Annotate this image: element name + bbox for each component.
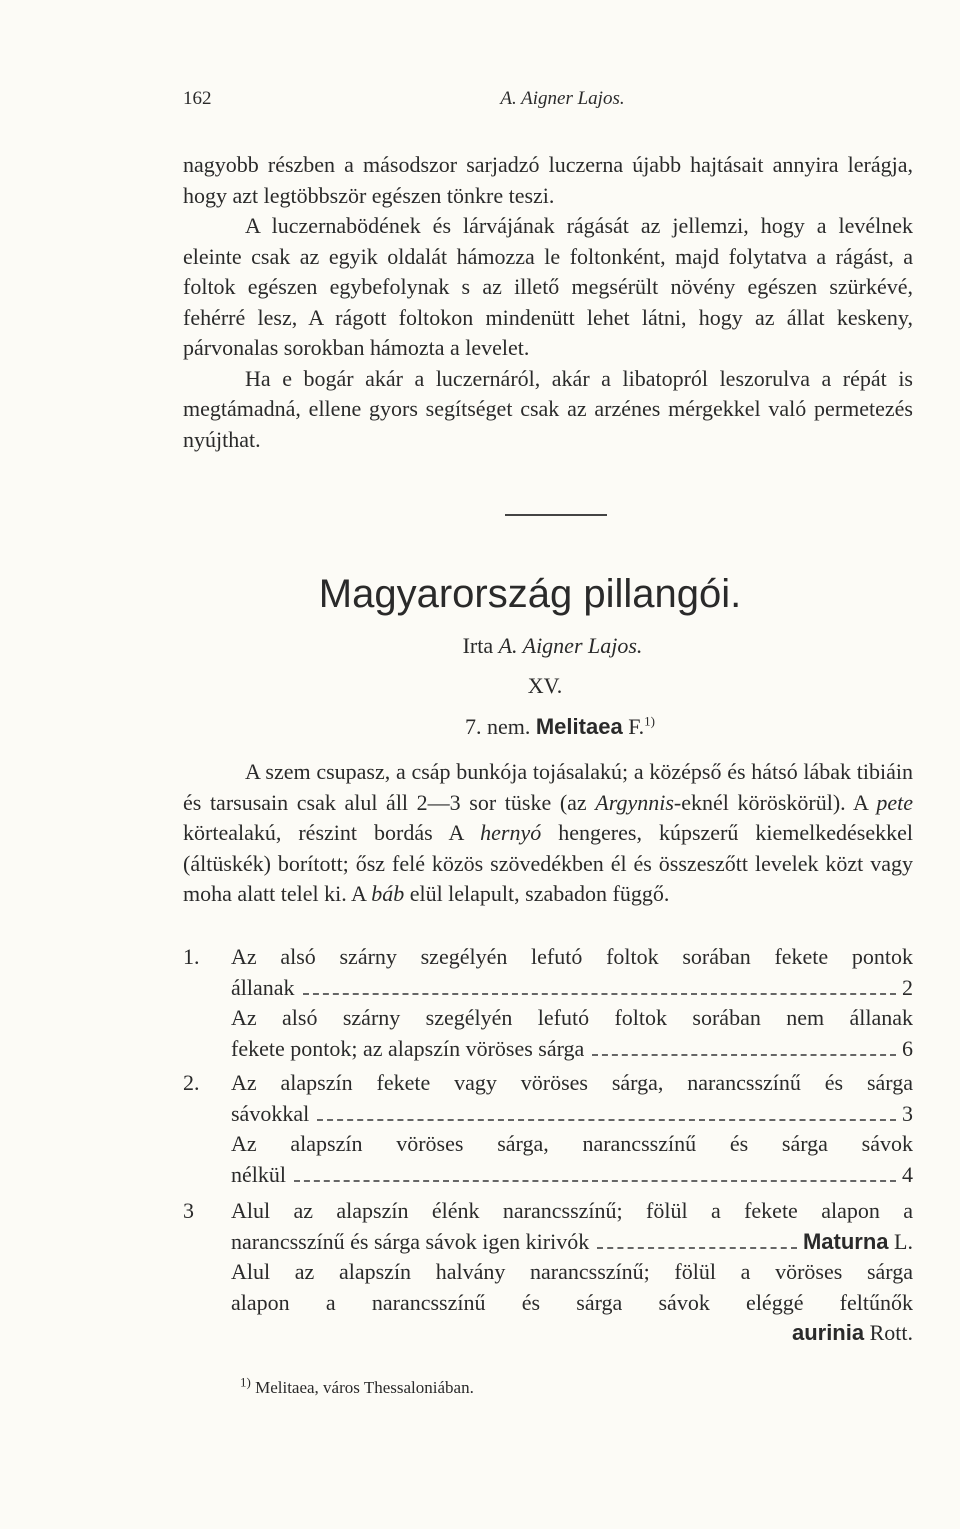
key-label-1: 1. — [183, 944, 200, 969]
key-text: alapon a narancsszínű és sárga sávok eléggé feltűnők — [231, 1289, 913, 1315]
key-text: fekete pontok; az alapszín vöröses sárga — [231, 1035, 585, 1061]
key-text: Az alsó szárny szegélyén lefutó foltok sorában fekete pontok — [231, 944, 913, 969]
running-title: A. Aigner Lajos. — [500, 88, 625, 109]
key-spacer — [183, 1227, 231, 1258]
desc-pete: pete — [876, 789, 913, 815]
footnote-mark: 1) — [240, 1374, 251, 1390]
author-name: A. Aigner Lajos. — [498, 633, 643, 658]
desc-argynnis: Argynnis — [595, 789, 674, 815]
key-entry-2b-cont — [183, 1160, 913, 1191]
desc-part-1: A szem csupasz, a csáp bunkója tojásalakú; a középső és hátsó lábak tibiáin és tarsusain csak alul áll 2—3 sor tüske (az — [183, 759, 913, 815]
genus-author: F. — [628, 714, 645, 739]
key-spacer — [183, 1318, 231, 1349]
key-entry-3b-species — [183, 1318, 913, 1349]
key-leader-line — [231, 1160, 913, 1191]
paragraph-beetle-damage: A luczernabödének és lárvájának rágását az jellemzi, hogy a levélnek eleinte csak az egyik oldalát hámozza le foltonként, majd folytatva a rágást, a foltok egészen egybefolynak s az illető megsérült növény egészen szürkévé, fehérré lesz, A rágott foltokon mindenütt lehet látni, hogy az állat keskeny, párvonalas sorokban hámozta a levelet. — [183, 213, 913, 360]
key-text: Alul az alapszín halvány narancsszínű; fölül a vöröses sárga — [231, 1259, 913, 1284]
species-name: aurinia — [791, 1320, 865, 1345]
key-entry-2b — [183, 1129, 913, 1160]
key-spacer — [183, 973, 231, 1004]
key-text: Az alsó szárny szegélyén lefutó foltok sorában nem állanak — [231, 1005, 913, 1030]
key-text: sávokkal — [231, 1100, 310, 1126]
key-entry-2a — [183, 1068, 913, 1099]
key-spacer — [183, 1257, 231, 1288]
article-title: Magyarország pillangói. — [318, 572, 742, 616]
key-spacer — [183, 1288, 231, 1319]
key-spacer — [183, 1099, 231, 1130]
footnote — [240, 1374, 474, 1398]
desc-part-5: elül lelapult, szabadon függő. — [404, 881, 670, 906]
key-entry-3a — [183, 1196, 913, 1227]
key-leader-line — [231, 1227, 913, 1258]
key-target: 6 — [902, 1035, 913, 1061]
key-entry-3b-cont — [183, 1288, 913, 1319]
footnote-ref: 1) — [644, 713, 656, 729]
dot-leader — [303, 993, 896, 995]
key-entry-1b — [183, 1003, 913, 1034]
species-name: Maturna — [802, 1228, 889, 1254]
key-leader-line — [231, 973, 913, 1004]
key-target: 4 — [902, 1161, 913, 1187]
key-leader-line — [231, 1034, 913, 1065]
desc-part-2: -eknél köröskörül). A — [673, 789, 877, 815]
key-target: 2 — [902, 974, 913, 1000]
dot-leader — [294, 1180, 896, 1182]
part-number: XV. — [527, 673, 563, 698]
identification-key — [183, 942, 913, 1349]
key-text: állanak — [231, 974, 295, 1000]
key-spacer — [183, 1129, 231, 1160]
genus-heading — [0, 714, 960, 740]
key-entry-1a-cont — [183, 973, 913, 1004]
key-text: Alul az alapszín élénk narancsszínű; fölül a fekete alapon a — [231, 1198, 913, 1223]
species-author: Rott. — [869, 1320, 913, 1345]
key-spacer — [183, 1003, 231, 1034]
desc-part-3: körtealakú, részint bordás A — [183, 820, 481, 845]
key-text: Az alapszín fekete vagy vöröses sárga, narancsszínű és sárga — [231, 1070, 913, 1095]
byline-prefix: Irta — [462, 633, 494, 658]
key-text: Az alapszín vöröses sárga, narancsszínű és sárga sávok — [231, 1131, 913, 1156]
key-text: nélkül — [231, 1161, 286, 1187]
key-label-3: 3 — [183, 1198, 194, 1223]
key-spacer — [183, 1160, 231, 1191]
body-text-top — [183, 150, 913, 455]
key-entry-1b-cont — [183, 1034, 913, 1065]
desc-hernyo: hernyó — [480, 820, 542, 845]
article-byline — [0, 633, 960, 659]
genus-name: Melitaea — [535, 714, 623, 739]
key-label-2: 2. — [183, 1070, 200, 1095]
dot-leader — [317, 1119, 896, 1121]
genus-number: 7. nem. — [464, 714, 531, 739]
key-entry-3b — [183, 1257, 913, 1288]
paragraph-continued: nagyobb részben a másodszor sarjadzó luczerna újabb hajtásait annyira lerágja, hogy azt legtöbbször egészen tönkre teszi. — [183, 152, 913, 208]
section-divider — [505, 514, 607, 516]
key-leader-line — [231, 1099, 913, 1130]
desc-bab: báb — [371, 881, 405, 906]
key-entry-1a — [183, 942, 913, 973]
page-number: 162 — [183, 88, 212, 109]
genus-description — [183, 757, 913, 910]
desc-part-4: hengeres, kúpszerű kiemelkedésekkel (áltüskék) borított; ősz felé közös szövedékben él és összeszőtt levelek közt vagy moha alatt telel ki. A — [183, 820, 913, 906]
dot-leader — [592, 1054, 896, 1056]
footnote-text: Melitaea, város Thessaloniában. — [255, 1378, 474, 1397]
species-author: L. — [894, 1228, 913, 1254]
dot-leader — [597, 1247, 797, 1249]
key-text: narancsszínű és sárga sávok igen kirivók — [231, 1228, 590, 1254]
species-entry — [231, 1318, 913, 1349]
key-target: 3 — [902, 1100, 913, 1126]
key-entry-2a-cont — [183, 1099, 913, 1130]
key-spacer — [183, 1034, 231, 1065]
page-header — [183, 88, 912, 116]
key-entry-3a-cont — [183, 1227, 913, 1258]
species-entry — [803, 1227, 913, 1258]
paragraph-beetle-control: Ha e bogár akár a luczernáról, akár a libatopról leszorulva a répát is megtámadná, ellene gyors segítséget csak az arzénes mérgekkel való permetezés nyújthat. — [183, 365, 913, 452]
